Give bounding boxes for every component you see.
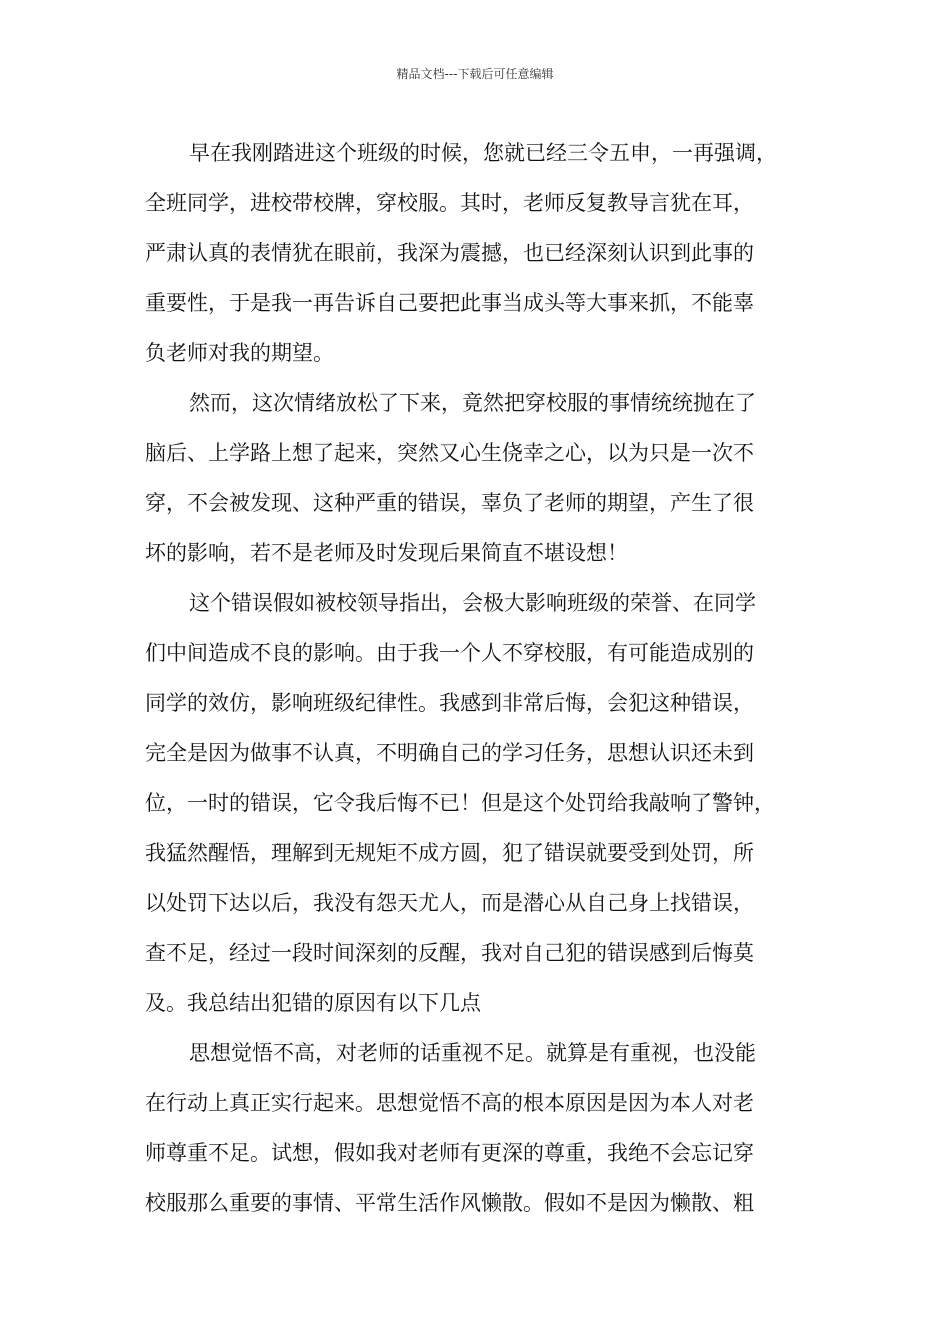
text-line: 然而，这次情绪放松了下来，竟然把穿校服的事情统统抛在了	[189, 391, 756, 415]
text-line: 完全是因为做事不认真，不明确自己的学习任务，思想认识还未到	[145, 741, 754, 765]
text-line: 全班同学，进校带校牌，穿校服。其时，老师反复教导言犹在耳，	[145, 191, 754, 215]
text-line: 同学的效仿，影响班级纪律性。我感到非常后悔，会犯这种错误，	[145, 691, 754, 715]
text-line: 以处罚下达以后，我没有怨天尤人，而是潜心从自己身上找错误，	[145, 891, 754, 915]
text-line: 们中间造成不良的影响。由于我一个人不穿校服，有可能造成别的	[145, 641, 754, 665]
text-line: 思想觉悟不高，对老师的话重视不足。就算是有重视，也没能	[189, 1041, 756, 1065]
text-line: 查不足，经过一段时间深刻的反醒，我对自己犯的错误感到后悔莫	[145, 941, 754, 965]
text-line: 在行动上真正实行起来。思想觉悟不高的根本原因是因为本人对老	[145, 1091, 754, 1115]
text-line: 我猛然醒悟，理解到无规矩不成方圆，犯了错误就要受到处罚，所	[145, 841, 754, 865]
text-line: 位，一时的错误，它令我后悔不已！但是这个处罚给我敲响了警钟，	[145, 791, 775, 815]
text-line: 早在我刚踏进这个班级的时候，您就已经三令五申，一再强调，	[189, 141, 777, 165]
text-line: 穿，不会被发现、这种严重的错误，辜负了老师的期望，产生了很	[145, 491, 754, 515]
text-line: 这个错误假如被校领导指出，会极大影响班级的荣誉、在同学	[189, 591, 756, 615]
text-line: 重要性，于是我一再告诉自己要把此事当成头等大事来抓，不能辜	[145, 291, 754, 315]
text-line: 脑后、上学路上想了起来，突然又心生侥幸之心，以为只是一次不	[145, 441, 754, 465]
text-line: 负老师对我的期望。	[145, 341, 334, 365]
text-line: 校服那么重要的事情、平常生活作风懒散。假如不是因为懒散、粗	[145, 1191, 754, 1215]
page-header: 精品文档---下载后可任意编辑	[396, 67, 554, 81]
text-line: 师尊重不足。试想，假如我对老师有更深的尊重，我绝不会忘记穿	[145, 1141, 754, 1165]
text-line: 坏的影响，若不是老师及时发现后果简直不堪设想！	[145, 541, 628, 565]
document-body	[145, 128, 809, 1228]
text-line: 及。我总结出犯错的原因有以下几点	[145, 991, 481, 1015]
text-line: 严肃认真的表情犹在眼前，我深为震撼，也已经深刻认识到此事的	[145, 241, 754, 265]
